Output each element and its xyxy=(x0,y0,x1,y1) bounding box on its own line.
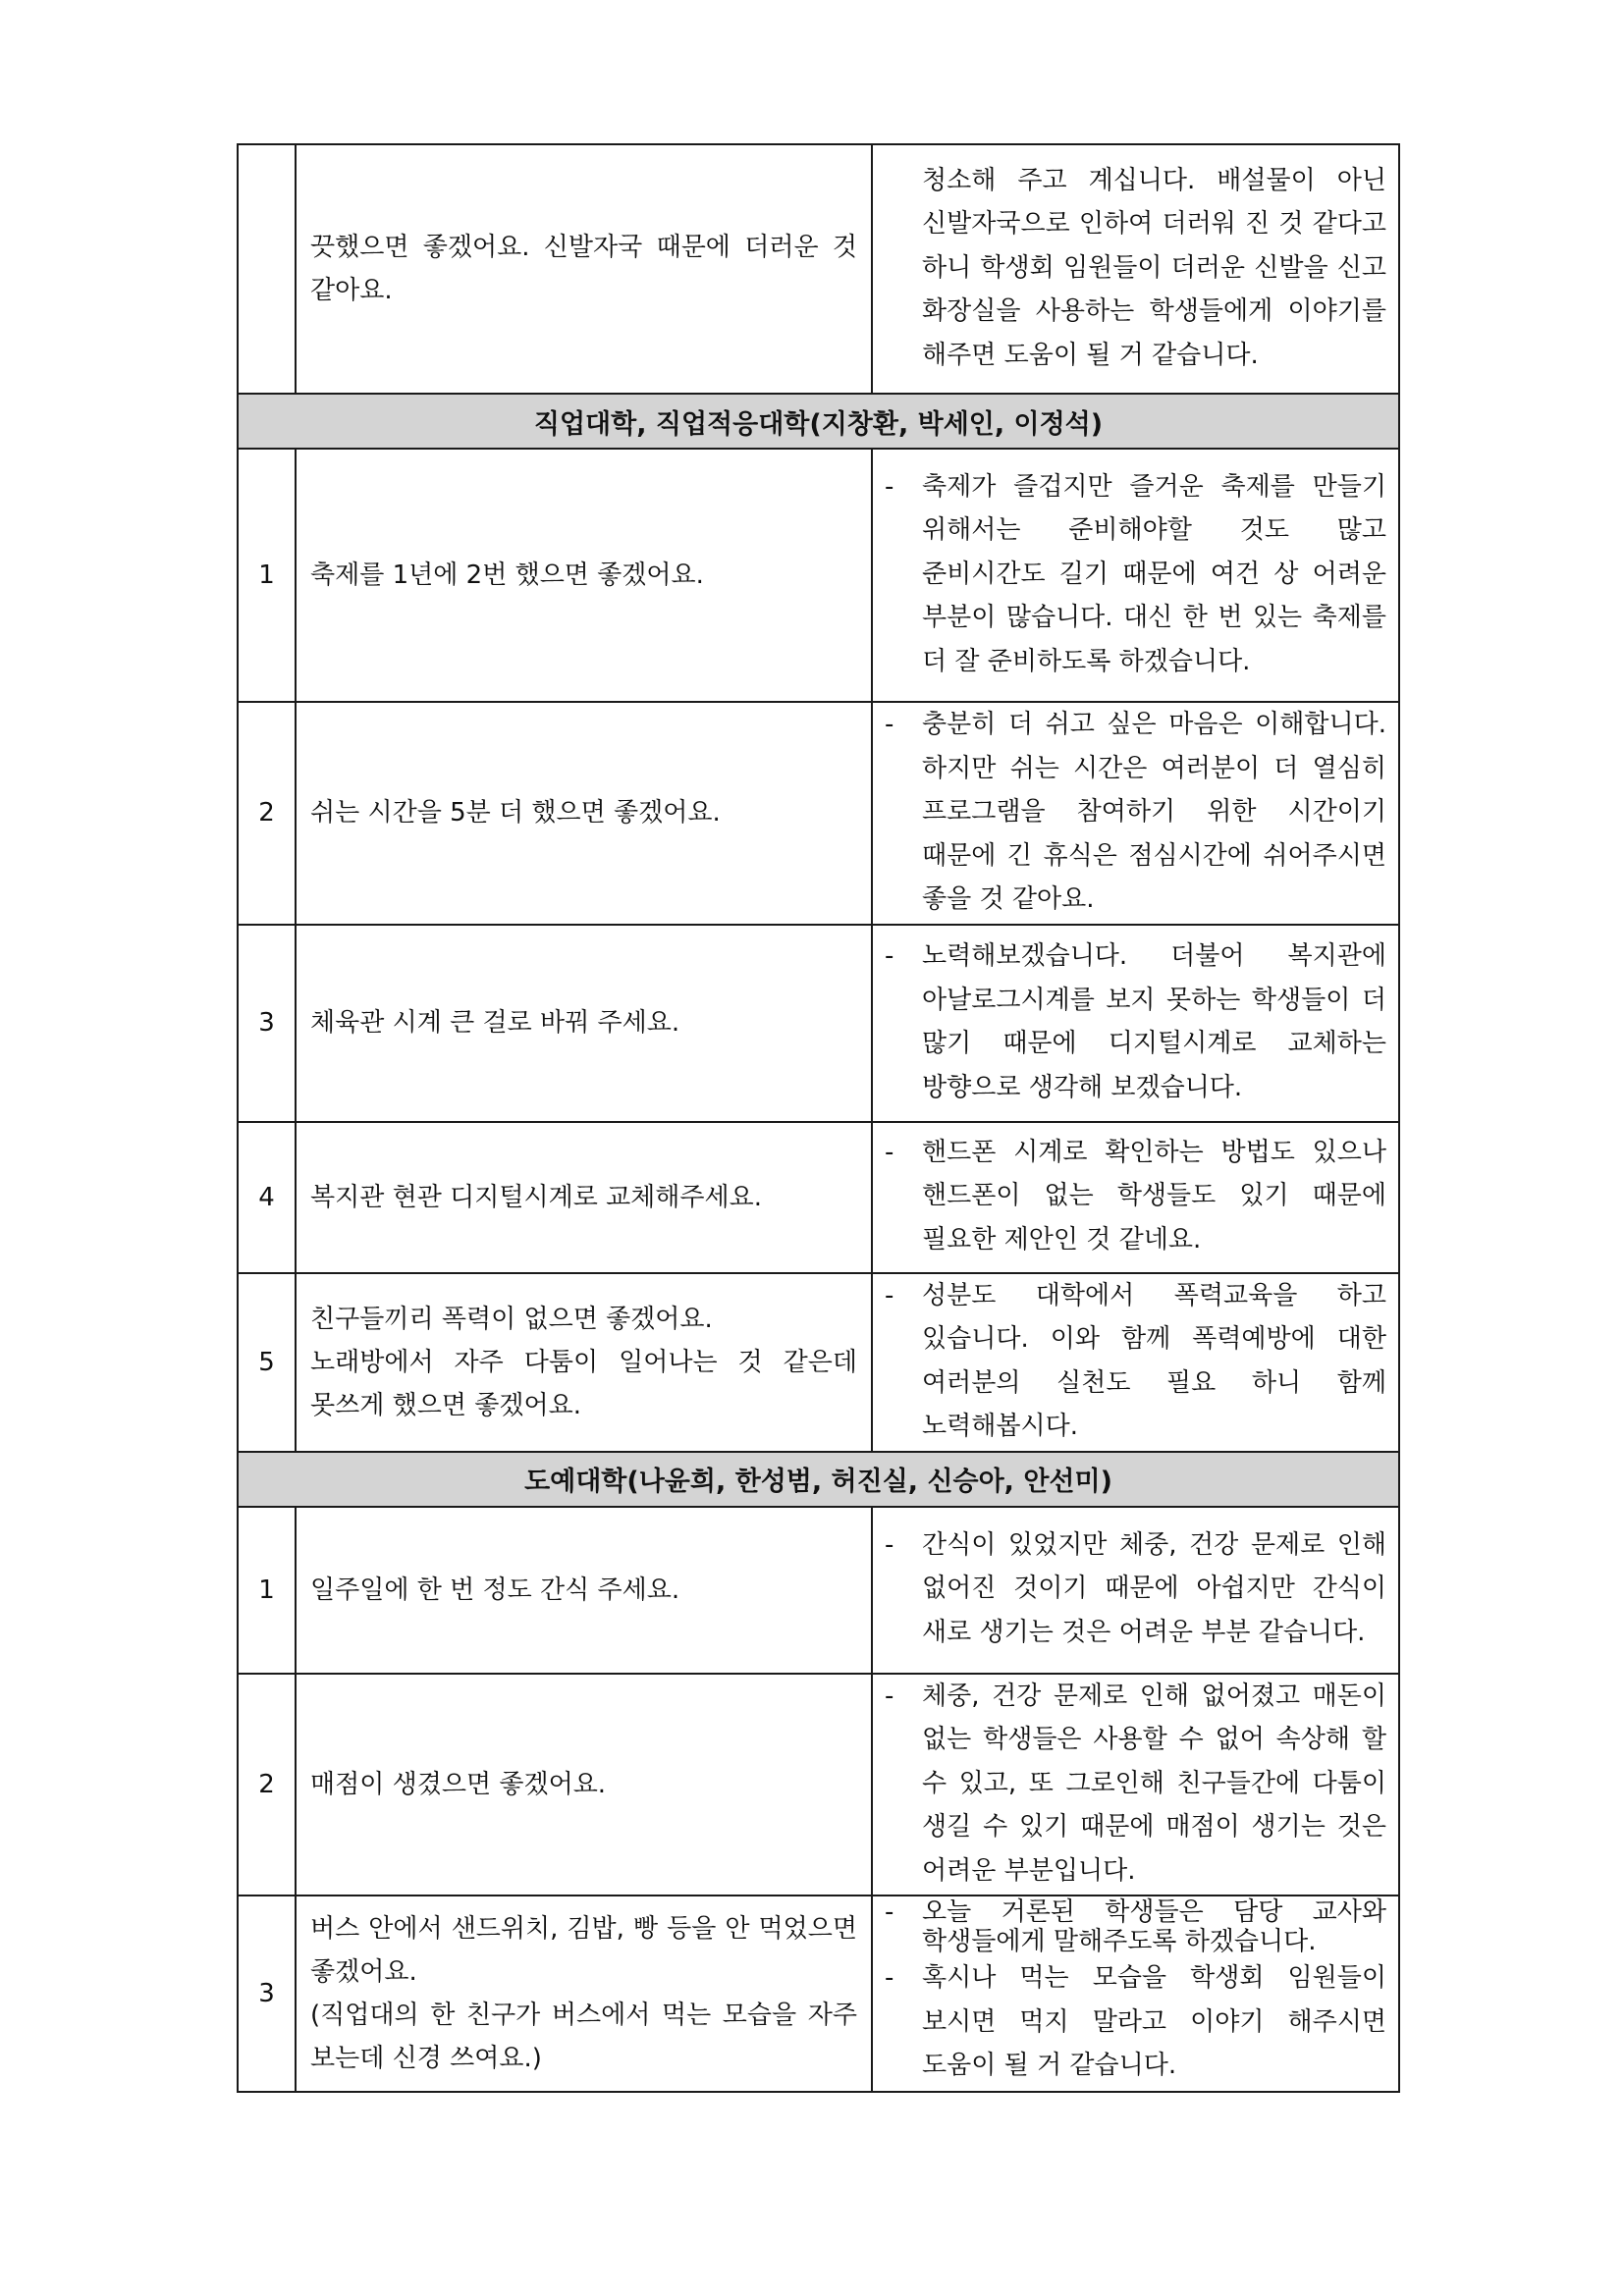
answer-text: 체중, 건강 문제로 인해 없어졌고 매돈이 없는 학생들은 사용할 수 없어 속상해 할 수 있고, 또 그로인해 친구들간에 다툼이 생길 수 있기 때문에 매점이 생기는 것은 어려운 부분입니다. xyxy=(922,1681,1386,1886)
suggestion-text: 매점이 생겼으면 좋겠어요. xyxy=(310,1769,607,1799)
answer-cell xyxy=(872,1273,1399,1452)
dash-bullet: - xyxy=(885,1897,894,1928)
answer-text: 청소해 주고 계십니다. 배설물이 아닌 신발자국으로 인하여 더러워 진 것 같다고 하니 학생회 임원들이 더러운 신발을 신고 화장실을 사용하는 학생들에게 이야기를 해주면 도움이 될 거 같습니다. xyxy=(922,165,1386,370)
table-row xyxy=(238,925,1399,1122)
answer-cell xyxy=(872,925,1399,1122)
dash-bullet: - xyxy=(885,1137,894,1167)
section-header-row xyxy=(238,394,1399,449)
suggestion-text: (직업대의 한 친구가 버스에서 먹는 모습을 자주 보는데 신경 쓰여요.) xyxy=(310,2001,857,2073)
answer-cell xyxy=(872,1896,1399,2092)
suggestion-cell xyxy=(296,144,872,394)
table-row xyxy=(238,702,1399,925)
answer-text: 핸드폰 시계로 확인하는 방법도 있으나 핸드폰이 없는 학생들도 있기 때문에 필요한 제안인 것 같네요. xyxy=(922,1137,1386,1255)
suggestion-text: 축제를 1년에 2번 했으면 좋겠어요. xyxy=(310,561,704,590)
answer-text: 혹시나 먹는 모습을 학생회 임원들이 보시면 먹지 말라고 이야기 해주시면 도움이 될 거 같습니다. xyxy=(922,1963,1386,2081)
suggestion-cell xyxy=(296,702,872,925)
suggestion-text: 체육관 시계 큰 걸로 바꿔 주세요. xyxy=(310,1008,680,1038)
answer-item xyxy=(885,1523,1386,1655)
suggestion-cell xyxy=(296,1273,872,1452)
suggestion-text: 복지관 현관 디지털시계로 교체해주세요. xyxy=(310,1182,763,1212)
row-number: 1 xyxy=(238,449,296,702)
table-row xyxy=(238,1674,1399,1896)
row-number: 3 xyxy=(238,925,296,1122)
answer-item xyxy=(885,1675,1386,1894)
suggestion-answer-table xyxy=(237,143,1400,2093)
row-number: 2 xyxy=(238,702,296,925)
answer-item xyxy=(885,1897,1386,1956)
row-number-cell xyxy=(238,144,296,394)
answer-item xyxy=(885,703,1386,922)
dash-bullet: - xyxy=(885,471,894,502)
section-title: 직업대학, 직업적응대학(지창환, 박세인, 이정석) xyxy=(238,394,1399,449)
table-row xyxy=(238,1507,1399,1674)
continuation-row xyxy=(238,144,1399,394)
row-number: 3 xyxy=(238,1896,296,2092)
suggestion-text: 쉬는 시간을 5분 더 했으면 좋겠어요. xyxy=(310,798,721,828)
row-number: 1 xyxy=(238,1507,296,1674)
answer-cell xyxy=(872,702,1399,925)
suggestion-cell xyxy=(296,1896,872,2092)
suggestion-cell xyxy=(296,1674,872,1896)
answer-cell xyxy=(872,1674,1399,1896)
row-number: 4 xyxy=(238,1122,296,1273)
row-number: 2 xyxy=(238,1674,296,1896)
suggestion-text: 버스 안에서 샌드위치, 김밥, 빵 등을 안 먹었으면 좋겠어요. xyxy=(310,1914,857,1987)
dash-bullet: - xyxy=(885,1529,894,1560)
table-row xyxy=(238,449,1399,702)
table-row xyxy=(238,1273,1399,1452)
section-title: 도예대학(나윤희, 한성범, 허진실, 신승아, 안선미) xyxy=(238,1452,1399,1507)
table-row xyxy=(238,1122,1399,1273)
row-number: 5 xyxy=(238,1273,296,1452)
answer-cell xyxy=(872,1507,1399,1674)
section-header-row xyxy=(238,1452,1399,1507)
dash-bullet: - xyxy=(885,1963,894,1994)
answer-cell xyxy=(872,449,1399,702)
suggestion-cell xyxy=(296,925,872,1122)
dash-bullet: - xyxy=(885,710,894,739)
answer-cell xyxy=(872,1122,1399,1273)
answer-text: 축제가 즐겁지만 즐거운 축제를 만들기 위해서는 준비해야할 것도 많고 준비시간도 길기 때문에 여건 상 어려운 부분이 많습니다. 대신 한 번 있는 축제를 더 잘 준비하도록 하겠습니다. xyxy=(922,471,1386,676)
suggestion-text: 친구들끼리 폭력이 없으면 좋겠어요. xyxy=(310,1304,713,1334)
answer-text: 노력해보겠습니다. 더불어 복지관에 아날로그시계를 보지 못하는 학생들이 더 많기 때문에 디지털시계로 교체하는 방향으로 생각해 보겠습니다. xyxy=(922,941,1386,1102)
suggestion-text: 노래방에서 자주 다툼이 일어나는 것 같은데 못쓰게 했으면 좋겠어요. xyxy=(310,1347,857,1420)
answer-text: 충분히 더 쉬고 싶은 마음은 이해합니다. 하지만 쉬는 시간은 여러분이 더 열심히 프로그램을 참여하기 위한 시간이기 때문에 긴 휴식은 점심시간에 쉬어주시면 좋을 것 같아요. xyxy=(922,710,1386,914)
suggestion-text: 끗했으면 좋겠어요. 신발자국 때문에 더러운 것 같아요. xyxy=(310,233,857,305)
suggestion-cell xyxy=(296,1507,872,1674)
suggestion-text: 일주일에 한 번 정도 간식 주세요. xyxy=(310,1575,680,1605)
suggestion-cell xyxy=(296,1122,872,1273)
answer-cell xyxy=(872,144,1399,394)
answer-text: 성분도 대학에서 폭력교육을 하고 있습니다. 이와 함께 폭력예방에 대한 여러분의 실천도 필요 하니 함께 노력해봅시다. xyxy=(922,1280,1386,1441)
dash-bullet: - xyxy=(885,941,894,971)
table-row xyxy=(238,1896,1399,2092)
answer-text: 오늘 거론된 학생들은 담당 교사와 학생들에게 말해주도록 하겠습니다. xyxy=(922,1897,1386,1957)
answer-item xyxy=(885,934,1386,1109)
answer-item xyxy=(885,465,1386,684)
answer-item xyxy=(885,1131,1386,1262)
dash-bullet: - xyxy=(885,1280,894,1310)
suggestion-cell xyxy=(296,449,872,702)
answer-item xyxy=(885,1956,1386,2088)
dash-bullet: - xyxy=(885,1681,894,1711)
answer-text: 간식이 있었지만 체중, 건강 문제로 인해 없어진 것이기 때문에 아쉽지만 간식이 새로 생기는 것은 어려운 부분 같습니다. xyxy=(922,1529,1386,1647)
answer-item xyxy=(885,1274,1386,1449)
